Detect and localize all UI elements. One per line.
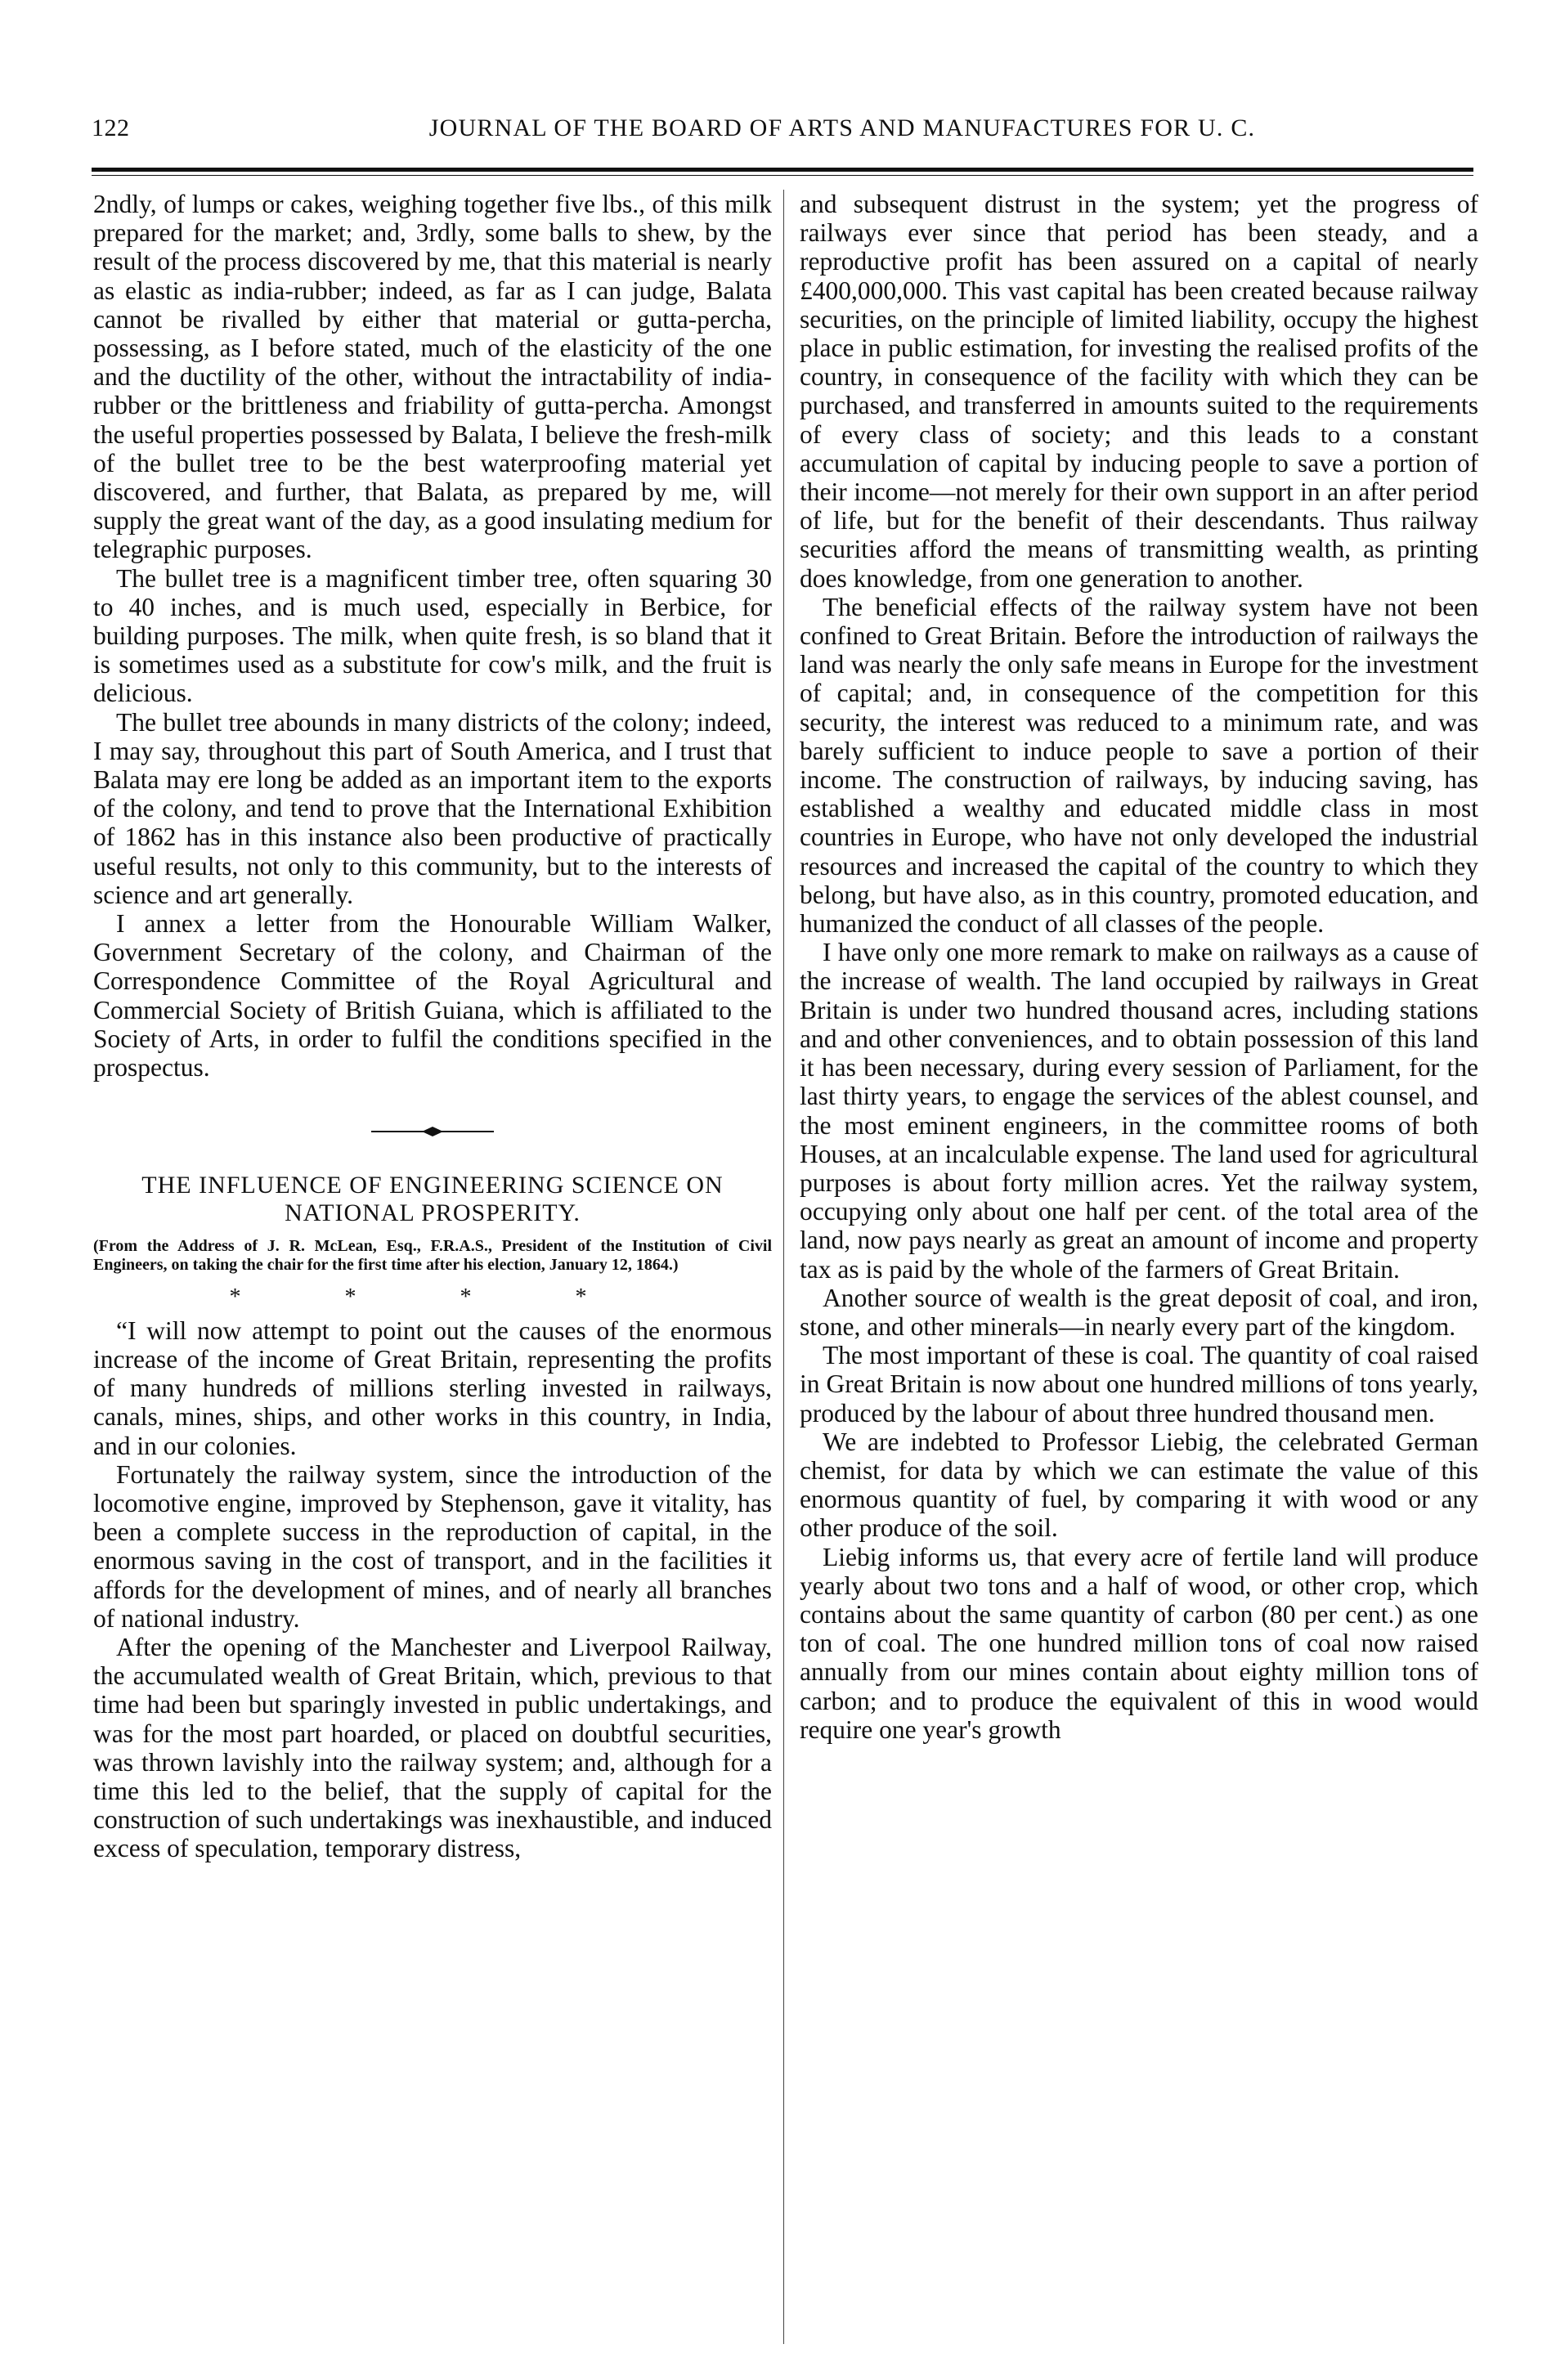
header-rule-thick: [92, 168, 1473, 172]
paragraph: The most important of these is coal. The quantity of coal raised in Great Britain is now about one hundred millions of tons yearly, produced by the labour of about three hundred thousand men.: [800, 1341, 1478, 1428]
page-number: 122: [92, 114, 130, 141]
left-column: [93, 190, 772, 1863]
paragraph: Liebig informs us, that every acre of fertile land will produce yearly about two tons and a half of wood, or other crop, which contains about the same quantity of carbon (80 per cent.) as one ton of coal. The one hundred million tons of coal now raised annually from our mines contain about eighty million tons of carbon; and to produce the equivalent of this in wood would require one year's growth: [800, 1542, 1478, 1744]
header-rule-thin: [92, 175, 1473, 176]
paragraph: The beneficial effects of the railway system have not been confined to Great Britain. Before the introduction of railways the land was nearly the only safe means in Europe for the investment of capital; and, in consequence of the competition for this security, the interest was reduced to a minimum rate, and was barely sufficient to induce people to save a portion of their income. The construction of railways, by inducing saving, has established a wealthy and educated middle class in most countries in Europe, who have not only developed the industrial resources and increased the capital of the country to which they belong, but have also, as in this country, promoted education, and humanized the conduct of all classes of the people.: [800, 592, 1478, 939]
paragraph: After the opening of the Manchester and Liverpool Railway, the accumulated wealth of Great Britain, which, previous to that time had been but sparingly invested in public undertakings, and was for the most part hoarded, or placed on doubtful securities, was thrown lavishly into the railway system; and, although for a time this led to the belief, that the supply of capital for the construction of such undertakings was inexhaustible, and induced excess of speculation, temporary distress,: [93, 1632, 772, 1863]
paragraph: Fortunately the railway system, since the introduction of the locomotive engine, improved by Stephenson, gave it vitality, has been a complete success in the reproduction of capital, in the enormous saving in the cost of transport, and in the facilities it affords for the development of mines, and of nearly all branches of national industry.: [93, 1459, 772, 1633]
paragraph: 2ndly, of lumps or cakes, weighing together five lbs., of this milk prepared for the market; and, 3rdly, some balls to shew, by the result of the process discovered by me, that this material is nearly as elastic as india-rubber; indeed, as far as I can judge, Balata cannot be rivalled by either that material or gutta-percha, possessing, as I before stated, much of the elasticity of the one and the ductility of the other, without the intractability of india-rubber or the brittleness and friability of gutta-percha. Amongst the useful properties possessed by Balata, I believe the fresh-milk of the bullet tree to be the best waterproofing material yet discovered, and further, that Balata, as prepared by me, will supply the great want of the day, as a good insulating medium for telegraphic purposes.: [93, 190, 772, 564]
column-divider: [783, 190, 784, 2344]
paragraph: and subsequent distrust in the system; yet the progress of railways ever since that period has been steady, and a reproductive profit has been assured on a capital of nearly £400,000,000. This vast capital has been created because railway securities, on the principle of limited liability, occupy the highest place in public estimation, for investing the realised profits of the country, in consequence of the facility with which they can be purchased, and transferred in amounts suited to the requirements of every class of society; and this leads to a constant accumulation of capital by inducing people to save a portion of their income—not merely for their own support in an after period of life, but for the benefit of their descendants. Thus railway securities afford the means of transmitting wealth, as printing does knowledge, from one generation to another.: [800, 190, 1478, 593]
right-column: [800, 190, 1478, 1744]
section-title: THE INFLUENCE OF ENGINEERING SCIENCE ON NATIONAL PROSPERITY.: [141, 1171, 724, 1226]
running-header: [92, 114, 1473, 155]
paragraph: I have only one more remark to make on railways as a cause of the increase of wealth. The land occupied by railways in Great Britain is under two hundred thousand acres, including stations and and other conveniences, and to obtain possession of this land it has been necessary, during every session of Parliament, for the last thirty years, to engage the services of the ablest counsel, and the most eminent engineers, in the committee rooms of both Houses, at an incalculable expense. The land used for agricultural purposes is about forty million acres. Yet the railway system, occupying only about one half per cent. of the total area of the land, now pays nearly as great an amount of income and property tax as is paid by the whole of the farmers of Great Britain.: [800, 938, 1478, 1284]
running-title: JOURNAL OF THE BOARD OF ARTS AND MANUFACTURES FOR U. C.: [428, 114, 1256, 141]
section-source: (From the Address of J. R. McLean, Esq., F.R.A.S., President of the Institution of Civil Engineers, on taking the chair for the first time after his election, January 12, 1864.): [93, 1236, 772, 1274]
ornament-rule-icon: [371, 1126, 494, 1137]
section-stars: * * * *: [229, 1284, 636, 1310]
paragraph: I annex a letter from the Honourable William Walker, Government Secretary of the colony, and Chairman of the Correspondence Committee of the Royal Agricultural and Commercial Society of British Guiana, which is affiliated to the Society of Arts, in order to fulfil the conditions specified in the prospectus.: [93, 909, 772, 1082]
paragraph: We are indebted to Professor Liebig, the celebrated German chemist, for data by which we can estimate the value of this enormous quantity of fuel, by comparing it with wood or any other produce of the soil.: [800, 1427, 1478, 1543]
paragraph: Another source of wealth is the great deposit of coal, and iron, stone, and other minerals—in nearly every part of the kingdom.: [800, 1283, 1478, 1341]
paragraph: “I will now attempt to point out the causes of the enormous increase of the income of Great Britain, representing the profits of many hundreds of millions sterling invested in railways, canals, mines, ships, and other works in this country, in India, and in our colonies.: [93, 1315, 772, 1460]
section-ornament: [93, 1114, 772, 1143]
paragraph: The bullet tree is a magnificent timber tree, often squaring 30 to 40 inches, and is much used, especially in Berbice, for building purposes. The milk, when quite fresh, is so bland that it is sometimes used as a substitute for cow's milk, and the fruit is delicious.: [93, 563, 772, 708]
paragraph: The bullet tree abounds in many districts of the colony; indeed, I may say, throughout this part of South America, and I trust that Balata may ere long be added as an important item to the exports of the colony, and tend to prove that the International Exhibition of 1862 has in this instance also been productive of practically useful results, not only to this community, but to the interests of science and art generally.: [93, 707, 772, 909]
